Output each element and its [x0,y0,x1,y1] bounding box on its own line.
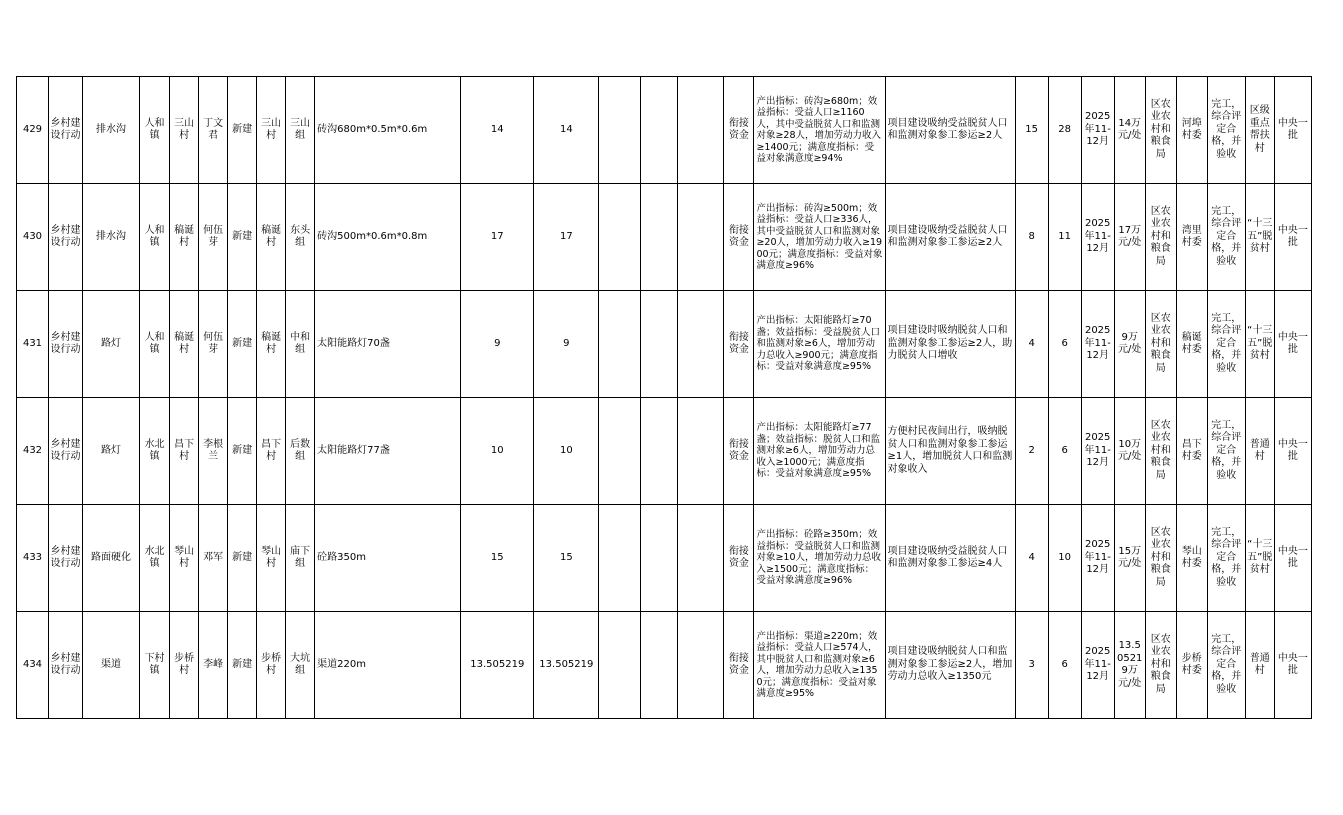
table-row [17,77,1312,184]
subcategory-cell: 排水沟 [83,77,140,184]
beneficiary-households-cell: 4 [1015,505,1048,612]
village-cell: 三山村 [170,77,199,184]
construction-nature-cell: 新建 [228,291,257,398]
empty-cell [599,612,641,719]
performance-targets-cell: 产出指标：渠道≥220m；效益指标：受益人口≥574人，其中脱贫人口和监测对象≥6人，增加劳动力总收入≥1350元；满意度指标：受益对象满意度≥95% [754,612,885,719]
site-village-cell: 三山村 [257,77,286,184]
empty-cell [599,77,641,184]
fund-type-cell: 衔接资金 [724,77,754,184]
project-owner-cell: 昌下村委 [1176,398,1207,505]
acceptance-status-cell: 完工，综合评定合格，并验收 [1207,505,1245,612]
beneficiary-households-cell: 8 [1015,184,1048,291]
project-table [16,76,1312,719]
empty-cell [678,505,724,612]
site-village-cell: 步桥村 [257,612,286,719]
beneficiary-people-cell: 6 [1048,398,1081,505]
subsidy-standard-cell: 9万元/处 [1114,291,1145,398]
fund-amount-cell: 13.505219 [534,612,599,719]
supervising-department-cell: 区农业农村和粮食局 [1145,398,1176,505]
empty-cell [599,505,641,612]
benefit-linkage-cell: 方便村民夜间出行，吸纳脱贫人口和监测对象参工参运≥1人，增加脱贫人口和监测对象收入 [885,398,1015,505]
category-cell: 乡村建设行动 [49,505,83,612]
village-cell: 稿诞村 [170,184,199,291]
empty-cell [599,291,641,398]
empty-cell [641,612,678,719]
fund-type-cell: 衔接资金 [724,184,754,291]
table-row [17,505,1312,612]
acceptance-status-cell: 完工，综合评定合格，并验收 [1207,184,1245,291]
acceptance-status-cell: 完工，综合评定合格，并验收 [1207,398,1245,505]
village-cell: 步桥村 [170,612,199,719]
site-group-cell: 三山组 [286,77,315,184]
supervising-department-cell: 区农业农村和粮食局 [1145,184,1176,291]
implementation-period-cell: 2025年11-12月 [1081,291,1114,398]
row-number: 432 [17,398,49,505]
benefit-linkage-cell: 项目建设时吸纳脱贫人口和监测对象参工参运≥2人，助力脱贫人口增收 [885,291,1015,398]
empty-cell [599,184,641,291]
total-investment-cell: 14 [461,77,534,184]
village-cell: 稿诞村 [170,291,199,398]
site-village-cell: 琴山村 [257,505,286,612]
subcategory-cell: 路面硬化 [83,505,140,612]
site-group-cell: 后数组 [286,398,315,505]
table-row [17,612,1312,719]
row-number: 433 [17,505,49,612]
beneficiary-people-cell: 6 [1048,291,1081,398]
implementation-period-cell: 2025年11-12月 [1081,505,1114,612]
construction-content-cell: 砼路350m [315,505,461,612]
acceptance-status-cell: 完工，综合评定合格，并验收 [1207,612,1245,719]
construction-content-cell: 砖沟500m*0.6m*0.8m [315,184,461,291]
subcategory-cell: 渠道 [83,612,140,719]
construction-content-cell: 渠道220m [315,612,461,719]
village-type-cell: “十三五”脱贫村 [1245,184,1274,291]
construction-nature-cell: 新建 [228,505,257,612]
benefit-linkage-cell: 项目建设吸纳受益脱贫人口和监测对象参工参运≥4人 [885,505,1015,612]
table-row [17,184,1312,291]
fund-batch-cell: 中央一批 [1274,291,1311,398]
town-cell: 下村镇 [140,612,170,719]
empty-cell [678,398,724,505]
site-group-cell: 庙下组 [286,505,315,612]
site-group-cell: 东头组 [286,184,315,291]
empty-cell [678,184,724,291]
fund-batch-cell: 中央一批 [1274,505,1311,612]
subsidy-standard-cell: 14万元/处 [1114,77,1145,184]
fund-amount-cell: 9 [534,291,599,398]
project-owner-cell: 河埠村委 [1176,77,1207,184]
row-number: 434 [17,612,49,719]
subsidy-standard-cell: 15万元/处 [1114,505,1145,612]
performance-targets-cell: 产出指标：太阳能路灯≥77盏；效益指标：脱贫人口和监测对象≥6人，增加劳动力总收入≥1000元；满意度指标：受益对象满意度≥95% [754,398,885,505]
benefit-linkage-cell: 项目建设吸纳脱贫人口和监测对象参工参运≥2人，增加劳动力总收入≥1350元 [885,612,1015,719]
beneficiary-households-cell: 3 [1015,612,1048,719]
fund-type-cell: 衔接资金 [724,505,754,612]
village-cell: 琴山村 [170,505,199,612]
empty-cell [641,291,678,398]
supervising-department-cell: 区农业农村和粮食局 [1145,505,1176,612]
responsible-person-cell: 何伍芽 [199,291,228,398]
fund-type-cell: 衔接资金 [724,612,754,719]
subcategory-cell: 路灯 [83,291,140,398]
empty-cell [641,184,678,291]
fund-amount-cell: 10 [534,398,599,505]
construction-nature-cell: 新建 [228,77,257,184]
empty-cell [678,612,724,719]
implementation-period-cell: 2025年11-12月 [1081,184,1114,291]
construction-nature-cell: 新建 [228,184,257,291]
fund-amount-cell: 15 [534,505,599,612]
village-cell: 昌下村 [170,398,199,505]
benefit-linkage-cell: 项目建设吸纳受益脱贫人口和监测对象参工参运≥2人 [885,77,1015,184]
project-owner-cell: 稿诞村委 [1176,291,1207,398]
category-cell: 乡村建设行动 [49,612,83,719]
total-investment-cell: 9 [461,291,534,398]
project-owner-cell: 步桥村委 [1176,612,1207,719]
row-number: 430 [17,184,49,291]
subsidy-standard-cell: 13.50521 9万元/处 [1114,612,1145,719]
category-cell: 乡村建设行动 [49,184,83,291]
site-village-cell: 稿诞村 [257,184,286,291]
responsible-person-cell: 邓军 [199,505,228,612]
town-cell: 水北镇 [140,398,170,505]
project-owner-cell: 琴山村委 [1176,505,1207,612]
village-type-cell: “十三五”脱贫村 [1245,505,1274,612]
performance-targets-cell: 产出指标：砖沟≥680m；效益指标：受益人口≥1160人，其中受益脱贫人口和监测对象≥28人，增加劳动力收入≥1400元；满意度指标：受益对象满意度≥94% [754,77,885,184]
subcategory-cell: 排水沟 [83,184,140,291]
row-number: 429 [17,77,49,184]
fund-amount-cell: 17 [534,184,599,291]
village-type-cell: 普通村 [1245,398,1274,505]
performance-targets-cell: 产出指标：砖沟≥500m；效益指标：受益人口≥336人，其中受益脱贫人口和监测对象≥20人，增加劳动力收入≥1900元；满意度指标：受益对象满意度≥96% [754,184,885,291]
category-cell: 乡村建设行动 [49,398,83,505]
town-cell: 水北镇 [140,505,170,612]
village-type-cell: 普通村 [1245,612,1274,719]
table-row [17,398,1312,505]
total-investment-cell: 17 [461,184,534,291]
construction-nature-cell: 新建 [228,398,257,505]
empty-cell [641,505,678,612]
construction-nature-cell: 新建 [228,612,257,719]
supervising-department-cell: 区农业农村和粮食局 [1145,77,1176,184]
construction-content-cell: 太阳能路灯70盏 [315,291,461,398]
row-number: 431 [17,291,49,398]
responsible-person-cell: 丁文君 [199,77,228,184]
total-investment-cell: 15 [461,505,534,612]
beneficiary-people-cell: 10 [1048,505,1081,612]
construction-content-cell: 太阳能路灯77盏 [315,398,461,505]
subsidy-standard-cell: 17万元/处 [1114,184,1145,291]
performance-targets-cell: 产出指标：太阳能路灯≥70盏；效益指标：受益脱贫人口和监测对象≥6人，增加劳动力总收入≥900元；满意度指标：受益对象满意度≥95% [754,291,885,398]
fund-batch-cell: 中央一批 [1274,184,1311,291]
subcategory-cell: 路灯 [83,398,140,505]
implementation-period-cell: 2025年11-12月 [1081,612,1114,719]
town-cell: 人和镇 [140,77,170,184]
fund-batch-cell: 中央一批 [1274,77,1311,184]
beneficiary-people-cell: 28 [1048,77,1081,184]
site-group-cell: 大坑组 [286,612,315,719]
site-village-cell: 稿诞村 [257,291,286,398]
empty-cell [678,291,724,398]
performance-targets-cell: 产出指标：砼路≥350m；效益指标：受益脱贫人口和监测对象≥10人，增加劳动力总收入≥1500元；满意度指标：受益对象满意度≥96% [754,505,885,612]
site-village-cell: 昌下村 [257,398,286,505]
acceptance-status-cell: 完工，综合评定合格，并验收 [1207,291,1245,398]
town-cell: 人和镇 [140,291,170,398]
beneficiary-households-cell: 2 [1015,398,1048,505]
beneficiary-households-cell: 4 [1015,291,1048,398]
site-group-cell: 中和组 [286,291,315,398]
empty-cell [641,77,678,184]
responsible-person-cell: 李峰 [199,612,228,719]
acceptance-status-cell: 完工，综合评定合格，并验收 [1207,77,1245,184]
fund-batch-cell: 中央一批 [1274,612,1311,719]
empty-cell [599,398,641,505]
supervising-department-cell: 区农业农村和粮食局 [1145,291,1176,398]
fund-batch-cell: 中央一批 [1274,398,1311,505]
village-type-cell: 区级重点帮扶村 [1245,77,1274,184]
total-investment-cell: 13.505219 [461,612,534,719]
beneficiary-people-cell: 11 [1048,184,1081,291]
category-cell: 乡村建设行动 [49,291,83,398]
implementation-period-cell: 2025年11-12月 [1081,398,1114,505]
implementation-period-cell: 2025年11-12月 [1081,77,1114,184]
village-type-cell: “十三五”脱贫村 [1245,291,1274,398]
beneficiary-households-cell: 15 [1015,77,1048,184]
total-investment-cell: 10 [461,398,534,505]
table-row [17,291,1312,398]
town-cell: 人和镇 [140,184,170,291]
subsidy-standard-cell: 10万元/处 [1114,398,1145,505]
empty-cell [641,398,678,505]
responsible-person-cell: 何伍芽 [199,184,228,291]
supervising-department-cell: 区农业农村和粮食局 [1145,612,1176,719]
project-owner-cell: 湾里村委 [1176,184,1207,291]
fund-type-cell: 衔接资金 [724,398,754,505]
empty-cell [678,77,724,184]
category-cell: 乡村建设行动 [49,77,83,184]
beneficiary-people-cell: 6 [1048,612,1081,719]
fund-type-cell: 衔接资金 [724,291,754,398]
fund-amount-cell: 14 [534,77,599,184]
construction-content-cell: 砖沟680m*0.5m*0.6m [315,77,461,184]
responsible-person-cell: 李根兰 [199,398,228,505]
benefit-linkage-cell: 项目建设吸纳受益脱贫人口和监测对象参工参运≥2人 [885,184,1015,291]
